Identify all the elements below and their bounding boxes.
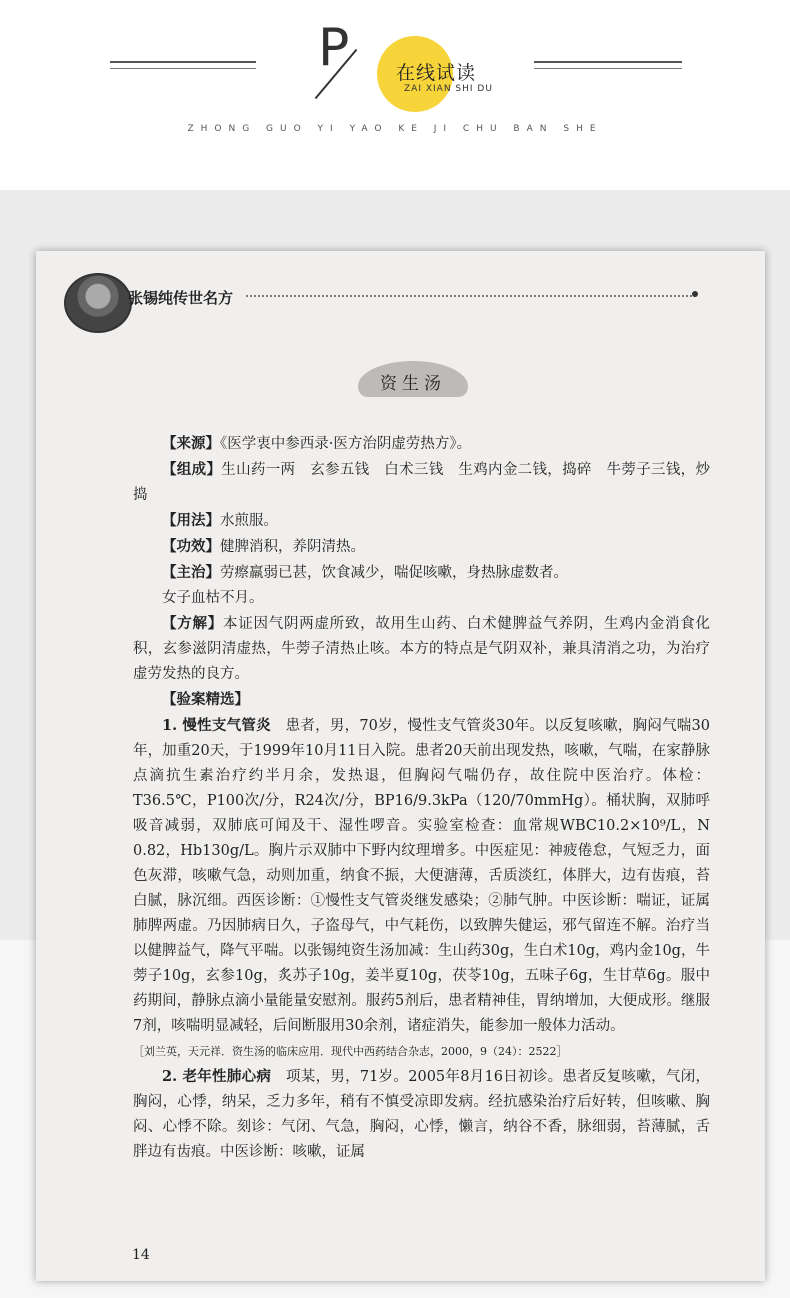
- paragraph: [133, 586, 710, 611]
- paragraph-label: 2. 老年性肺心病: [162, 1068, 272, 1085]
- paragraph-label: 【主治】: [162, 564, 220, 581]
- paragraph-text: 水煎服。: [220, 513, 278, 529]
- paragraph: [133, 1039, 710, 1064]
- paragraph-text: 患者，男，70岁，慢性支气管炎30年。以反复咳嗽，胸闷气喘30年，加重20天，于1999年10月11日入院。患者20天前出现发热，咳嗽，气喘，在家静脉点滴抗生素治疗约半月余，发热退，但胸闷气喘仍存，故住院中医治疗。体检：T36.5℃，P100次/分，R24次/分，BP16/9.3kPa（120/70mmHg）。桶状胸，双肺呼吸音减弱，双肺底可闻及干、湿性啰音。实验室检查：血常规WBC10.2×10⁹/L，N 0.82，Hb130g/L。胸片示双肺中下野内纹理增多。中医症见：神疲倦怠，气短乏力，面色灰滞，咳嗽气急，动则加重，纳食不振，大便溏薄，舌质淡红，体胖大，边有齿痕，苔白腻，脉沉细。西医诊断：①慢性支气管炎继发感染；②肺气肿。中医诊断：喘证，证属肺脾两虚。乃因肺病日久，子盗母气，中气耗伤，以致脾失健运，邪气留连不解。治疗当以健脾益气，降气平喘。以张锡纯资生汤加减：生山药30g，生白术10g，鸡内金10g，牛蒡子10g，玄参10g，炙苏子10g，姜半夏10g，茯苓10g，五味子6g，生甘草6g。服中药期间，静脉点滴小量能量安慰剂。服药5剂后，患者精神佳，胃纳增加，大便成形。继服7剂，咳喘明显减轻，后间断服用30余剂，诸症消失，能参加一般体力活动。: [133, 718, 711, 1034]
- paragraph-label: 【用法】: [162, 512, 220, 529]
- author-portrait-icon: [64, 273, 132, 333]
- paragraph-label: 1. 慢性支气管炎: [162, 717, 271, 734]
- paragraph: [133, 713, 710, 1039]
- left-double-rule: [110, 61, 256, 69]
- paragraph-label: 【组成】: [162, 461, 222, 478]
- paragraph-text: 劳瘵羸弱已甚，饮食减少，喘促咳嗽，身热脉虚数者。: [220, 565, 568, 581]
- dotted-rule: [246, 295, 696, 297]
- paragraph: [133, 508, 710, 534]
- paragraph-label: 【方解】: [162, 615, 223, 632]
- p-logo: P: [318, 18, 350, 78]
- paragraph-label: 【功效】: [162, 538, 220, 555]
- paragraph-text: 生山药一两 玄参五钱 白术三钱 生鸡内金二钱，捣碎 牛蒡子三钱，炒捣: [133, 462, 711, 503]
- section-title: 资生汤: [380, 374, 446, 394]
- publisher-pinyin: ZHONG GUO YI YAO KE JI CHU BAN SHE: [187, 124, 603, 134]
- paragraph-text: 本证因气阴两虚所致，故用生山药、白术健脾益气养阴，生鸡内金消食化积，玄参滋阴清虚热，牛蒡子清热止咳。本方的特点是气阴双补，兼具清消之功，为治疗虚劳发热的良方。: [133, 616, 711, 682]
- book-title: 张锡纯传世名方: [128, 289, 234, 307]
- paragraph-text: 《医学衷中参西录·医方治阴虚劳热方》。: [220, 436, 472, 452]
- paragraph-label: 【来源】: [162, 435, 220, 452]
- page-number: 14: [132, 1247, 150, 1263]
- paragraph: [133, 1064, 710, 1165]
- paragraph-text: ［刘兰英，天元祥．资生汤的临床应用．现代中西药结合杂志，2000，9（24）：2522］: [133, 1045, 568, 1058]
- paragraph: [133, 687, 710, 713]
- paragraph: [133, 431, 710, 457]
- paragraph-text: 项某，男，71岁。2005年8月16日初诊。患者反复咳嗽，气闭，胸闷，心悸，纳呆，乏力多年，稍有不慎受凉即发病。经抗感染治疗后好转，但咳嗽、胸闷、心悸不除。刻诊：气闭、气急，胸闷，心悸，懒言，纳谷不香，脉细弱，苔薄腻，舌胖边有齿痕。中医诊断：咳嗽，证属: [133, 1069, 710, 1160]
- paragraph: [133, 457, 710, 508]
- paragraph-label: 【验案精选】: [162, 691, 249, 708]
- badge-subtitle: ZAI XIAN SHI DU: [404, 84, 493, 94]
- dot-end-icon: [692, 291, 698, 297]
- paragraph-text: 女子血枯不月。: [162, 590, 264, 606]
- badge-title: 在线试读: [396, 62, 477, 84]
- paragraph-text: 健脾消积，养阴清热。: [220, 539, 365, 555]
- right-double-rule: [534, 61, 682, 69]
- page-body: [133, 431, 710, 1165]
- next-page-edge: [768, 320, 790, 880]
- paragraph: [133, 534, 710, 560]
- paragraph: [133, 611, 710, 687]
- paragraph: [133, 560, 710, 586]
- book-page: [36, 251, 765, 1281]
- header-banner: [0, 0, 790, 190]
